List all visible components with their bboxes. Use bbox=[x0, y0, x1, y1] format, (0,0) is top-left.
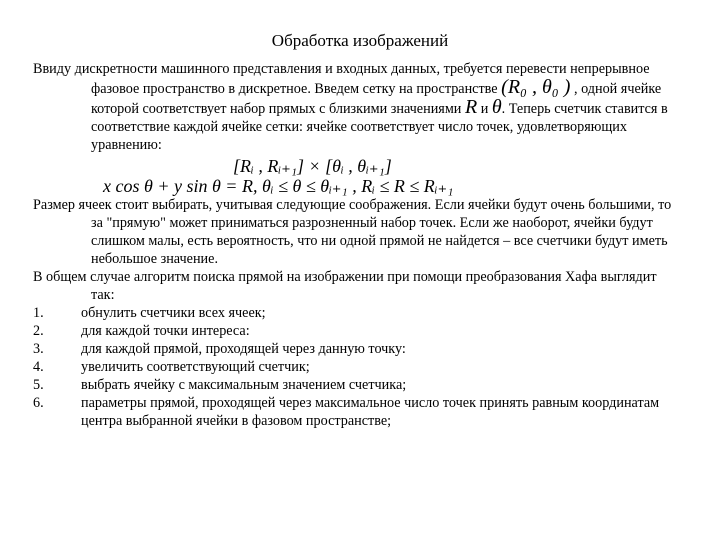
symbol-theta: θ bbox=[491, 96, 502, 118]
list-item bbox=[33, 340, 683, 358]
slide-body bbox=[33, 60, 683, 430]
phase-space-symbol: (R₀ , θ₀ ) bbox=[501, 76, 571, 98]
list-item bbox=[33, 304, 683, 322]
step-text: обнулить счетчики всех ячеек; bbox=[81, 305, 266, 321]
list-item bbox=[33, 358, 683, 376]
intro-line-5: соответствует число точек, удовлетворяющих уравнению: bbox=[91, 119, 627, 153]
symbol-r: R bbox=[464, 96, 478, 118]
intro-line-1: Ввиду дискретности машинного представления и входных данных, требуется перевести bbox=[33, 61, 567, 77]
intro-line-3: , одной ячейке которой соответствует набор прямых с близкими значениями bbox=[91, 81, 662, 117]
step-text: увеличить соответствующий счетчик; bbox=[81, 359, 310, 375]
step-number: 2. bbox=[33, 323, 44, 339]
formula-block bbox=[103, 156, 683, 196]
algorithm-intro: В общем случае алгоритм поиска прямой на изображении при помощи преобразования Хафа выглядит так: bbox=[33, 269, 657, 303]
step-text: для каждой прямой, проходящей через данную точку: bbox=[81, 341, 406, 357]
formula-cell: [Rᵢ , Rᵢ₊₁] × [θᵢ , θᵢ₊₁] bbox=[233, 156, 392, 176]
intro-paragraph bbox=[33, 60, 683, 154]
list-item bbox=[33, 376, 683, 394]
step-number: 3. bbox=[33, 341, 44, 357]
step-text: параметры прямой, проходящей через максимальное число точек принять равным координатам центра выбранной ячейки в фазовом пространстве; bbox=[81, 395, 660, 429]
step-text: для каждой точки интереса: bbox=[81, 323, 250, 339]
and-word: и bbox=[480, 101, 489, 117]
step-number: 6. bbox=[33, 395, 44, 411]
slide-title: Обработка изображений bbox=[271, 31, 449, 50]
step-number: 4. bbox=[33, 359, 44, 375]
intro-line-4: Теперь счетчик ставится в соответствие каждой ячейке сетки: ячейке bbox=[91, 101, 668, 135]
intro-line-2: непрерывное фазовое пространство в дискретное. Введем сетку на пространстве bbox=[91, 61, 650, 97]
step-text: выбрать ячейку с максимальным значением счетчика; bbox=[81, 377, 407, 393]
size-paragraph: Размер ячеек стоит выбирать, учитывая следующие соображения. Если ячейки будут очень большими, то за "прямую" может приниматься разрозненный набор точек. Если же наоборот, ячейки будут слишком малы, есть вероятность, что ни одной прямой не найдется – все счетчики будут иметь небольшое значение. bbox=[33, 197, 672, 267]
list-item bbox=[33, 394, 683, 430]
step-number: 5. bbox=[33, 377, 44, 393]
period: . bbox=[501, 101, 506, 117]
list-item bbox=[33, 322, 683, 340]
step-number: 1. bbox=[33, 305, 44, 321]
algorithm-steps bbox=[33, 304, 683, 430]
formula-equation: x cos θ + y sin θ = R, θᵢ ≤ θ ≤ θᵢ₊₁ , Rᵢ ≤ R ≤ Rᵢ₊₁ bbox=[103, 176, 454, 196]
